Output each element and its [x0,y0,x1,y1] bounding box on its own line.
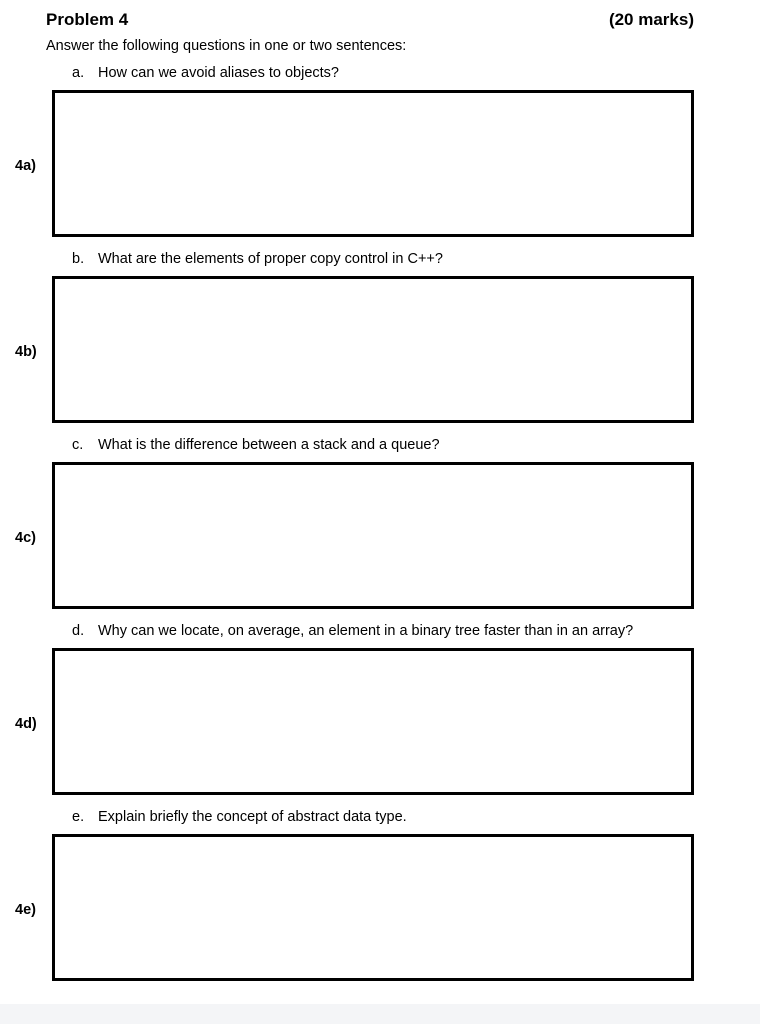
question-d [72,622,633,640]
question-text: What are the elements of proper copy control in C++? [98,251,443,267]
answer-box-4c[interactable] [52,462,694,609]
question-e [72,808,407,826]
answer-label-4c: 4c) [15,530,36,546]
answer-box-4e[interactable] [52,834,694,981]
answer-label-4e: 4e) [15,902,36,918]
answer-box-4d[interactable] [52,648,694,795]
question-c [72,436,440,454]
page-bottom-strip [0,1004,760,1024]
question-letter: e. [72,809,85,825]
question-letter: b. [72,251,85,267]
marks-label: (20 marks) [608,10,694,29]
answer-label-4a: 4a) [15,158,36,174]
question-a [72,64,339,82]
question-letter: c. [72,437,84,453]
question-text: How can we avoid aliases to objects? [98,65,339,81]
question-text: Explain briefly the concept of abstract data type. [98,809,407,825]
instructions: Answer the following questions in one or two sentences: [46,38,407,54]
problem-title: Problem 4 [46,10,129,29]
answer-label-4d: 4d) [15,716,37,732]
answer-box-4a[interactable] [52,90,694,237]
question-letter: a. [72,65,85,81]
answer-box-4b[interactable] [52,276,694,423]
question-text: Why can we locate, on average, an element in a binary tree faster than in an array? [98,623,634,639]
answer-label-4b: 4b) [15,344,37,360]
question-letter: d. [72,623,85,639]
question-b [72,250,443,268]
question-text: What is the difference between a stack and a queue? [98,437,440,453]
